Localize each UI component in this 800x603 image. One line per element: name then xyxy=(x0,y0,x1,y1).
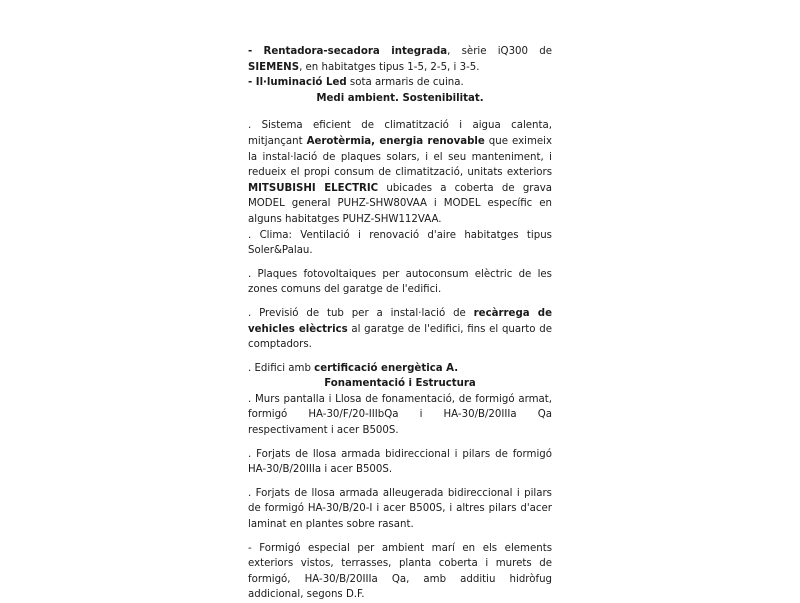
certificate-lead: . Edifici amb xyxy=(248,362,315,374)
climate-lead: . Sistema eficient de climatització i aigua calenta, mitjançant xyxy=(248,120,552,147)
washer-dryer-dash: - xyxy=(248,46,253,57)
environment-heading: Medi ambient. Sostenibilitat. xyxy=(316,92,484,104)
aerothermia-bold: Aerotèrmia, energia renovable xyxy=(306,135,485,147)
ev-charging-lead: . Previsió de tub per a instal·lació de xyxy=(248,307,474,319)
ev-charging-paragraph xyxy=(248,306,552,353)
ventilation-paragraph: . Clima: Ventilació i renovació d'aire habitatges tipus Soler&Palau. xyxy=(248,229,552,257)
document-page xyxy=(248,44,552,603)
washer-dryer-types: , en habitatges tipus 1-5, 2-5, i 3-5. xyxy=(299,61,480,73)
foundation-paragraph: . Murs pantalla i Llosa de fonamentació, de formigó armat, formigó HA-30/F/20-IIIbQa i HA-30/B/20IIIa Qa respectivament i acer B500S. xyxy=(248,393,552,437)
climate-mid: que eximeix la instal·lació de plaques solars, i el seu manteniment, i redueix el propi consum de climatització, unitats exteriors xyxy=(248,135,552,179)
lighting-title: - Il·luminació Led xyxy=(248,77,347,89)
mitsubishi-brand: MITSUBISHI ELECTRIC xyxy=(248,182,379,194)
marine-concrete-paragraph: - Formigó especial per ambient marí en els elements exteriors vistos, terrasses, planta coberta i murets de formigó, HA-30/B/20IIIa Qa, amb additiu hidròfug addicional, segons D.F. xyxy=(248,542,552,601)
climate-system-paragraph xyxy=(248,118,552,227)
climate-tail: ubicades a coberta de grava MODEL general PUHZ-SHW80VAA i MODEL específic en alguns habitatges PUHZ-SHW112VAA. xyxy=(248,182,552,225)
lighting-text: sota armaris de cuina. xyxy=(346,77,464,89)
washer-dryer-series: , sèrie iQ300 de xyxy=(447,46,552,57)
washer-dryer-brand: SIEMENS xyxy=(248,61,300,73)
solar-panels-paragraph: . Plaques fotovoltaiques per autoconsum elèctric de les zones comuns del garatge de l'edifici. xyxy=(248,268,552,296)
slab-lightened-paragraph: . Forjats de llosa armada alleugerada bidireccional i pilars de formigó HA-30/B/20-I i acer B500S, i altres pilars d'acer laminat en plantes sobre rasant. xyxy=(248,487,552,531)
structure-heading: Fonamentació i Estructura xyxy=(324,378,476,390)
washer-dryer-item xyxy=(248,44,552,75)
ev-charging-tail: al garatge de l'edifici, fins el quarto de comptadors. xyxy=(248,323,552,351)
slab-bidirectional-paragraph: . Forjats de llosa armada bidireccional i pilars de formigó HA-30/B/20IIIa i acer B500S. xyxy=(248,448,552,476)
certificate-bold: certificació energètica A. xyxy=(314,362,459,374)
energy-certificate-paragraph xyxy=(248,361,552,377)
lighting-item xyxy=(248,75,552,91)
washer-dryer-title: Rentadora-secadora integrada xyxy=(263,46,448,57)
ev-charging-bold: recàrrega de vehicles elèctrics xyxy=(248,307,552,335)
